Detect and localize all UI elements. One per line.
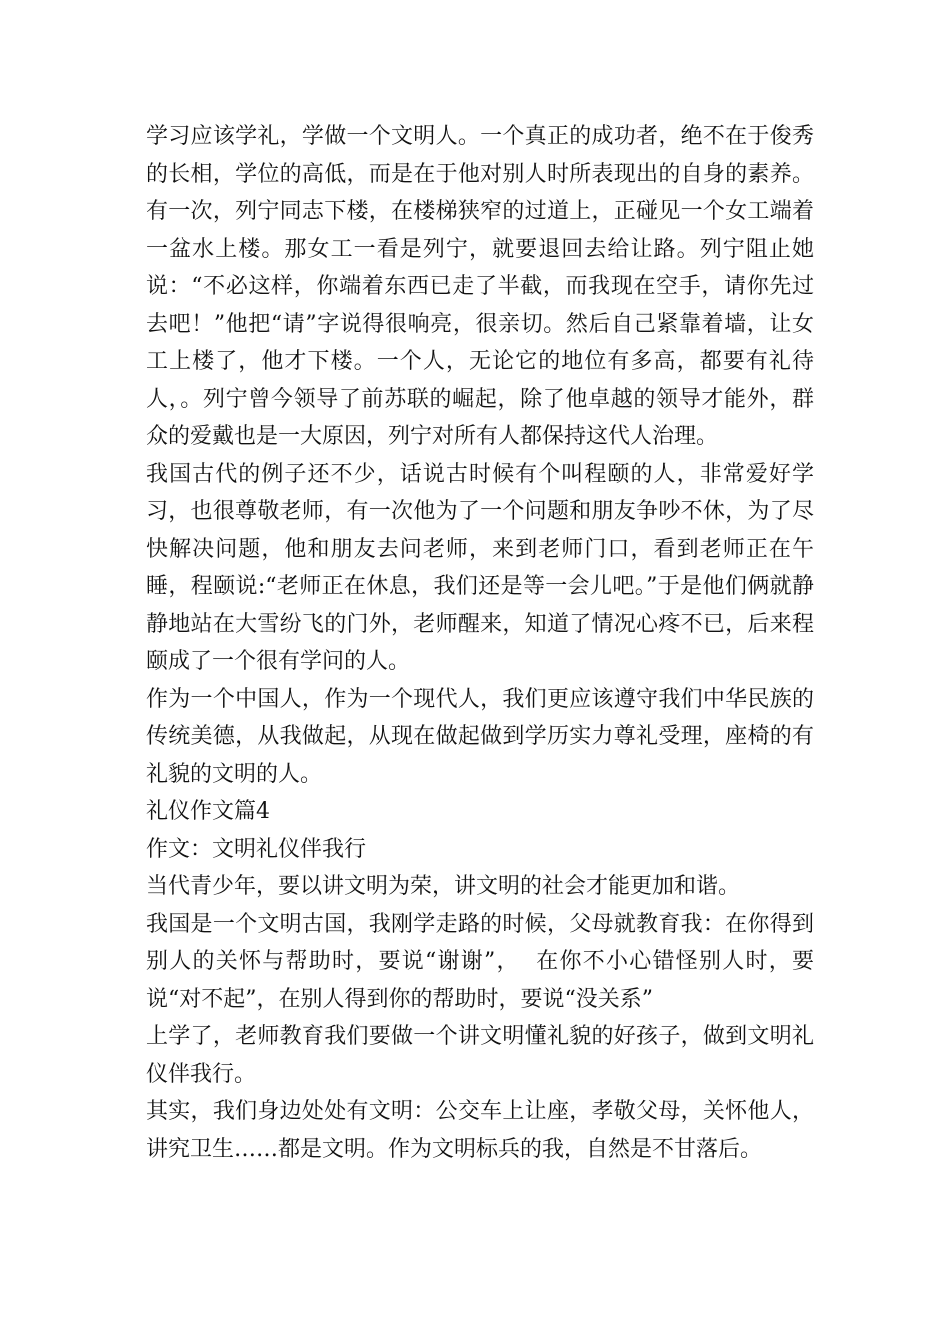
paragraph-chinese-virtue: 作为一个中国人，作为一个现代人，我们更应该遵守我们中华民族的传统美德，从我做起，从现在做起做到学历实力尊礼受理，座椅的有礼貌的文明的人。 — [146, 686, 814, 787]
section-heading: 礼仪作文篇4 — [146, 799, 270, 824]
paragraph-cheng-yi: 我国古代的例子还不少，话说古时候有个叫程颐的人，非常爱好学习，也很尊敬老师，有一次他为了一个问题和朋友争吵不休，为了尽快解决问题，他和朋友去问老师，来到老师门口，看到老师正在午睡，程颐说:“老师正在休息，我们还是等一会儿吧。”于是他们俩就静静地站在大雪纷飞的门外，老师醒来，知道了情况心疼不已，后来程颐成了一个很有学问的人。 — [146, 461, 814, 674]
document-body — [146, 118, 814, 1168]
essay-title: 作文：文明礼仪伴我行 — [146, 836, 367, 862]
paragraph-parents: 我国是一个文明古国，我刚学走路的时候，父母就教育我：在你得到别人的关怀与帮助时，要说“谢谢”， 在你不小心错怪别人时，要说“对不起”，在别人得到你的帮助时，要说“没关系” — [146, 911, 814, 1012]
paragraph-school: 上学了，老师教育我们要做一个讲文明懂礼貌的好孩子，做到文明礼仪伴我行。 — [146, 1024, 814, 1087]
paragraph-etiquette-lenin: 学习应该学礼，学做一个文明人。一个真正的成功者，绝不在于俊秀的长相，学位的高低，而是在于他对别人时所表现出的自身的素养。有一次，列宁同志下楼，在楼梯狭窄的过道上，正碰见一个女工端着一盆水上楼。那女工一看是列宁，就要退回去给让路。列宁阻止她说：“不必这样，你端着东西已走了半截，而我现在空手，请你先过去吧！”他把“请”字说得很响亮，很亲切。然后自己紧靠着墙，让女工上楼了，他才下楼。一个人，无论它的地位有多高，都要有礼待人，。列宁曾今领导了前苏联的崛起，除了他卓越的领导才能外，群众的爱戴也是一大原因，列宁对所有人都保持这代人治理。 — [146, 124, 814, 449]
paragraph-civility-around: 其实，我们身边处处有文明：公交车上让座，孝敬父母，关怀他人，讲究卫生……都是文明。作为文明标兵的我，自然是不甘落后。 — [146, 1099, 814, 1162]
paragraph-youth: 当代青少年，要以讲文明为荣，讲文明的社会才能更加和谐。 — [146, 874, 741, 899]
